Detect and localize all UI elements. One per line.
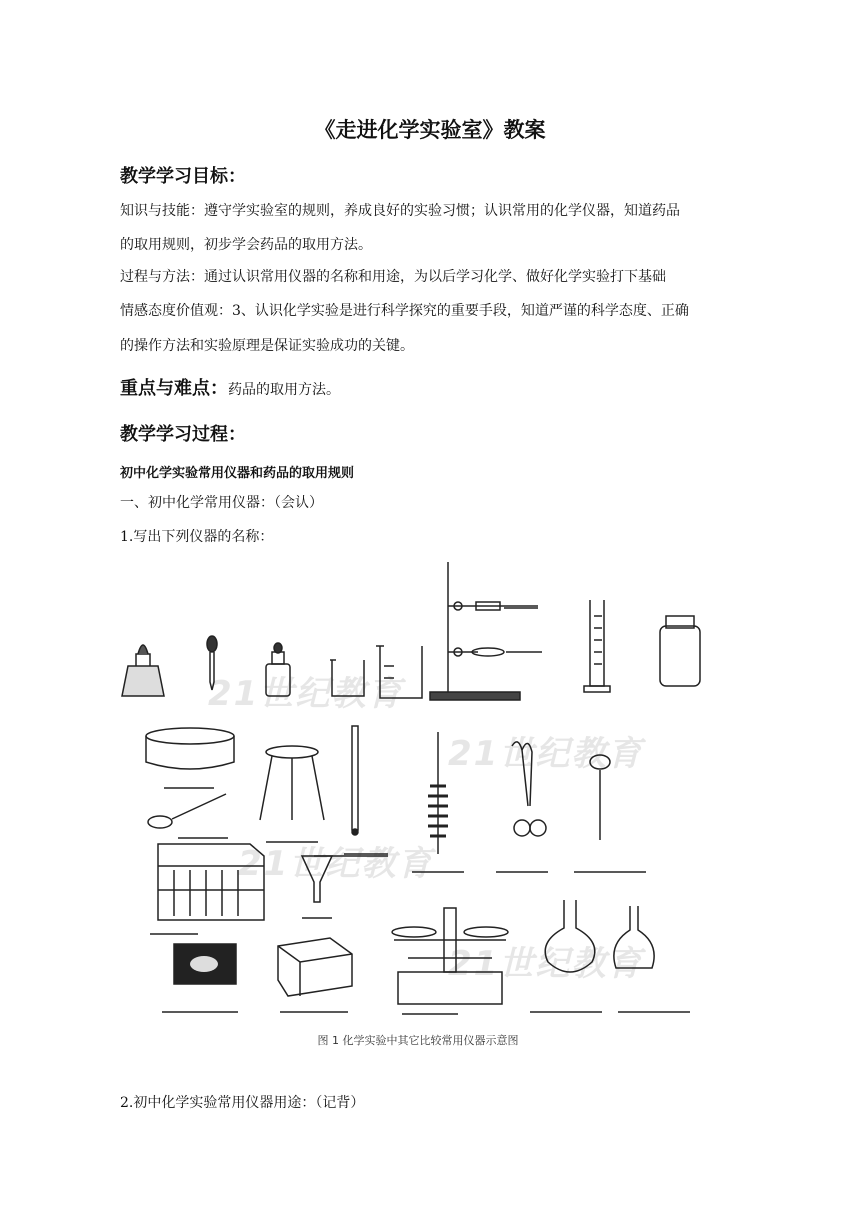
keypoints-label: 重点与难点： xyxy=(120,378,228,399)
test-tube-brush-icon xyxy=(428,732,448,854)
round-bottom-flask-icon xyxy=(545,900,595,972)
apparatus-drawing xyxy=(118,556,718,1026)
thermometer-icon xyxy=(352,726,358,835)
tripod-icon xyxy=(260,746,324,820)
knowledge-line-2: 的取用规则，初步学会药品的取用方法。 xyxy=(120,237,372,253)
medicine-spoon-icon xyxy=(148,794,226,828)
process-heading: 教学学习过程： xyxy=(120,424,246,445)
funnel-icon xyxy=(302,856,332,902)
alcohol-lamp-icon xyxy=(122,645,164,696)
watermark: 21世纪教育 xyxy=(208,674,404,714)
dropping-bottle-icon xyxy=(266,643,290,696)
crucible-tongs-icon xyxy=(512,742,546,836)
small-beaker-icon xyxy=(330,660,364,696)
page-title: 《走进化学实验室》教案 xyxy=(314,118,546,142)
reagent-label-icon xyxy=(174,944,236,984)
emotion-line-2: 的操作方法和实验原理是保证实验成功的关键。 xyxy=(120,338,414,354)
watermark: 21世纪教育 xyxy=(238,844,434,884)
item-2: 2.初中化学实验常用仪器用途：（记背） xyxy=(120,1095,365,1111)
test-tube-rack-icon xyxy=(158,844,264,920)
apparatus-figure xyxy=(118,556,718,1056)
emotion-line-1: 情感态度价值观：3、认识化学实验是进行科学探究的重要手段，知道严谨的科学态度、正确 xyxy=(120,303,689,319)
section-1: 一、初中化学常用仪器：（会认） xyxy=(120,495,323,511)
wide-mouth-bottle-icon xyxy=(660,616,700,686)
dropper-icon xyxy=(207,636,217,690)
trough-icon xyxy=(146,728,234,769)
watermark: 21世纪教育 xyxy=(448,734,644,774)
keypoints-text: 药品的取用方法。 xyxy=(228,382,340,398)
beaker-icon xyxy=(376,646,422,698)
watermark: 21世纪教育 xyxy=(448,944,644,984)
keypoints-row xyxy=(120,374,340,400)
flat-bottom-flask-icon xyxy=(614,906,654,968)
graduated-cylinder-icon xyxy=(584,600,610,692)
subheading: 初中化学实验常用仪器和药品的取用规则 xyxy=(120,466,355,481)
box-icon xyxy=(278,938,352,996)
combustion-spoon-icon xyxy=(590,755,610,840)
iron-stand-icon xyxy=(430,562,542,700)
knowledge-line-1: 知识与技能：遵守学实验室的规则，养成良好的实验习惯；认识常用的化学仪器，知道药品 xyxy=(120,203,680,219)
balance-icon xyxy=(392,908,508,1004)
item-1: 1.写出下列仪器的名称： xyxy=(120,529,274,545)
objectives-heading: 教学学习目标： xyxy=(120,166,246,187)
process-line: 过程与方法：通过认识常用仪器的名称和用途，为以后学习化学、做好化学实验打下基础 xyxy=(120,269,666,285)
figure-caption: 图 1 化学实验中其它比较常用仪器示意图 xyxy=(317,1034,519,1047)
